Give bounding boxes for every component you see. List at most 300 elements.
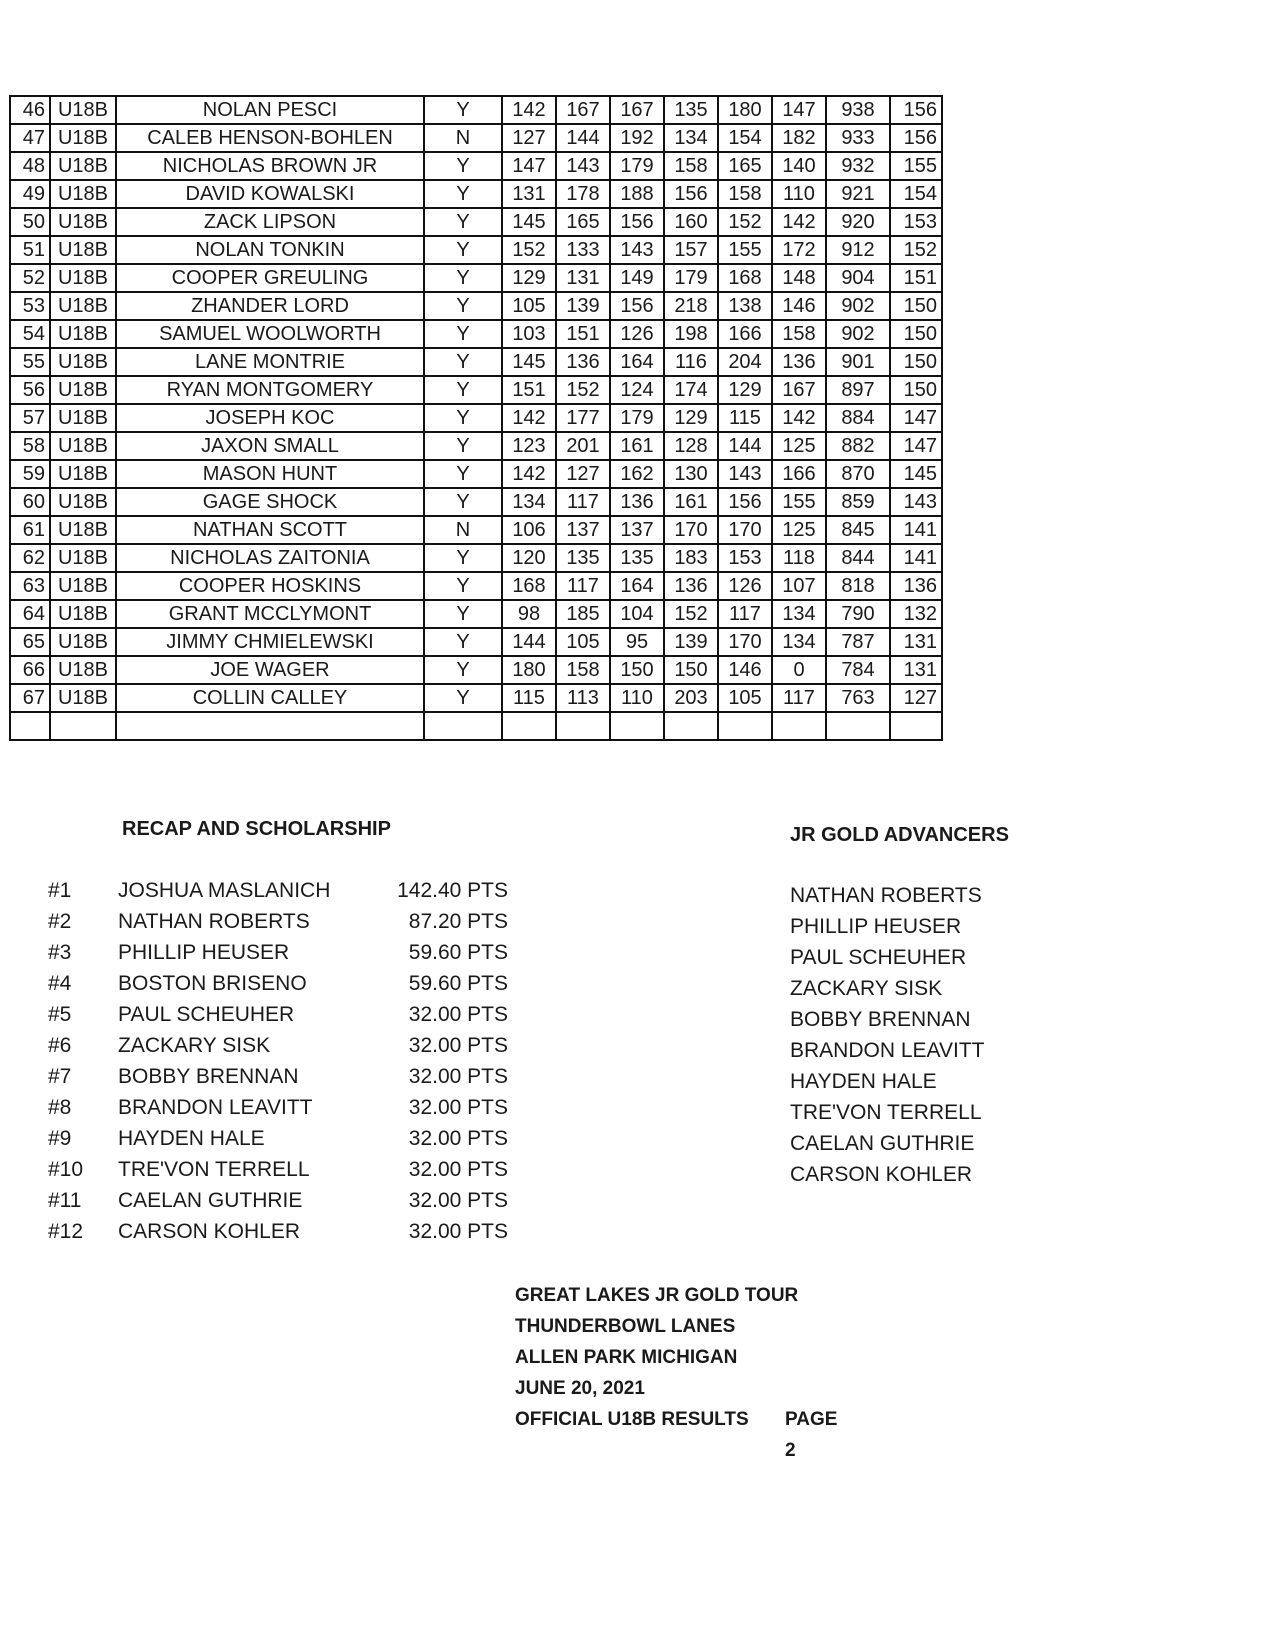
game-score-cell: 115	[718, 404, 772, 432]
game-score-cell: 143	[718, 460, 772, 488]
game-score-cell: 125	[772, 432, 826, 460]
game-score-cell: 113	[556, 684, 610, 712]
recap-points: 32.00 PTS	[408, 1065, 508, 1088]
rank-cell: 49	[10, 180, 50, 208]
game-score-cell: 139	[556, 292, 610, 320]
recap-name: PHILLIP HEUSER	[118, 941, 290, 964]
footer-venue: THUNDERBOWL LANES	[515, 1316, 736, 1337]
advance-cell: Y	[424, 152, 502, 180]
game-score-cell: 162	[610, 460, 664, 488]
game-score-cell: 170	[664, 516, 718, 544]
total-cell: 882	[826, 432, 890, 460]
advance-cell: Y	[424, 684, 502, 712]
game-score-cell: 167	[772, 376, 826, 404]
recap-place: #2	[48, 910, 72, 933]
total-cell: 933	[826, 124, 890, 152]
game-score-cell: 165	[556, 208, 610, 236]
page-number: PAGE 2	[785, 1409, 838, 1461]
advance-cell: Y	[424, 460, 502, 488]
game-score-cell: 183	[664, 544, 718, 572]
average-cell: 127	[890, 684, 942, 712]
division-cell: U18B	[50, 180, 116, 208]
bowler-name-cell: COOPER GREULING	[116, 264, 424, 292]
recap-name: PAUL SCHEUHER	[118, 1003, 295, 1026]
total-cell: 897	[826, 376, 890, 404]
rank-cell: 54	[10, 320, 50, 348]
recap-name: JOSHUA MASLANICH	[118, 879, 331, 902]
game-score-cell: 124	[610, 376, 664, 404]
advance-cell: Y	[424, 292, 502, 320]
game-score-cell: 104	[610, 600, 664, 628]
table-row	[10, 180, 942, 208]
game-score-cell: 158	[664, 152, 718, 180]
division-cell: U18B	[50, 544, 116, 572]
division-cell: U18B	[50, 460, 116, 488]
average-cell: 150	[890, 292, 942, 320]
advancers-list	[790, 880, 984, 1190]
empty-cell	[50, 712, 116, 740]
empty-cell	[424, 712, 502, 740]
empty-cell	[718, 712, 772, 740]
recap-place: #1	[48, 879, 72, 902]
game-score-cell: 148	[772, 264, 826, 292]
recap-points: 59.60 PTS	[408, 941, 508, 964]
game-score-cell: 117	[718, 600, 772, 628]
average-cell: 151	[890, 264, 942, 292]
game-score-cell: 135	[610, 544, 664, 572]
bowler-name-cell: MASON HUNT	[116, 460, 424, 488]
game-score-cell: 146	[772, 292, 826, 320]
rank-cell: 61	[10, 516, 50, 544]
game-score-cell: 155	[772, 488, 826, 516]
advancer-name: NATHAN ROBERTS	[790, 884, 982, 907]
game-score-cell: 145	[502, 348, 556, 376]
game-score-cell: 142	[502, 404, 556, 432]
game-score-cell: 192	[610, 124, 664, 152]
table-row	[10, 432, 942, 460]
footer-location: ALLEN PARK MICHIGAN	[515, 1347, 738, 1368]
division-cell: U18B	[50, 236, 116, 264]
game-score-cell: 129	[502, 264, 556, 292]
recap-points: 142.40 PTS	[397, 879, 508, 902]
footer-block	[515, 1280, 838, 1461]
game-score-cell: 166	[772, 460, 826, 488]
game-score-cell: 143	[556, 152, 610, 180]
game-score-cell: 165	[718, 152, 772, 180]
bowler-name-cell: CALEB HENSON-BOHLEN	[116, 124, 424, 152]
average-cell: 150	[890, 348, 942, 376]
bowler-name-cell: NOLAN TONKIN	[116, 236, 424, 264]
bowler-name-cell: ZHANDER LORD	[116, 292, 424, 320]
average-cell: 154	[890, 180, 942, 208]
game-score-cell: 142	[502, 96, 556, 124]
average-cell: 136	[890, 572, 942, 600]
advancer-name: ZACKARY SISK	[790, 977, 943, 1000]
game-score-cell: 136	[772, 348, 826, 376]
game-score-cell: 116	[664, 348, 718, 376]
recap-name: TRE'VON TERRELL	[118, 1158, 310, 1181]
empty-cell	[556, 712, 610, 740]
recap-points: 32.00 PTS	[408, 1220, 508, 1243]
rank-cell: 55	[10, 348, 50, 376]
table-row	[10, 684, 942, 712]
game-score-cell: 105	[718, 684, 772, 712]
total-cell: 859	[826, 488, 890, 516]
table-row	[10, 376, 942, 404]
game-score-cell: 180	[718, 96, 772, 124]
total-cell: 932	[826, 152, 890, 180]
game-score-cell: 135	[664, 96, 718, 124]
game-score-cell: 167	[610, 96, 664, 124]
game-score-cell: 154	[718, 124, 772, 152]
average-cell: 141	[890, 516, 942, 544]
total-cell: 902	[826, 292, 890, 320]
rank-cell: 47	[10, 124, 50, 152]
advance-cell: Y	[424, 656, 502, 684]
table-row	[10, 96, 942, 124]
game-score-cell: 134	[664, 124, 718, 152]
rank-cell: 48	[10, 152, 50, 180]
game-score-cell: 174	[664, 376, 718, 404]
recap-place: #7	[48, 1065, 72, 1088]
bowler-name-cell: JAXON SMALL	[116, 432, 424, 460]
game-score-cell: 134	[502, 488, 556, 516]
table-row	[10, 488, 942, 516]
recap-place: #12	[48, 1220, 84, 1243]
game-score-cell: 127	[556, 460, 610, 488]
advancer-name: BOBBY BRENNAN	[790, 1008, 971, 1031]
bowler-name-cell: RYAN MONTGOMERY	[116, 376, 424, 404]
recap-place: #11	[48, 1189, 82, 1212]
average-cell: 145	[890, 460, 942, 488]
bowler-name-cell: JIMMY CHMIELEWSKI	[116, 628, 424, 656]
game-score-cell: 118	[772, 544, 826, 572]
advancer-name: TRE'VON TERRELL	[790, 1101, 982, 1124]
advance-cell: Y	[424, 488, 502, 516]
game-score-cell: 177	[556, 404, 610, 432]
recap-entry	[48, 1123, 508, 1154]
advance-cell: Y	[424, 600, 502, 628]
total-cell: 904	[826, 264, 890, 292]
empty-cell	[890, 712, 942, 740]
recap-name: ZACKARY SISK	[118, 1034, 271, 1057]
division-cell: U18B	[50, 292, 116, 320]
recap-title: RECAP AND SCHOLARSHIP	[122, 818, 391, 840]
advancer-name: PHILLIP HEUSER	[790, 915, 962, 938]
game-score-cell: 130	[664, 460, 718, 488]
game-score-cell: 131	[502, 180, 556, 208]
game-score-cell: 178	[556, 180, 610, 208]
recap-place: #4	[48, 972, 72, 995]
game-score-cell: 142	[502, 460, 556, 488]
division-cell: U18B	[50, 656, 116, 684]
table-row	[10, 152, 942, 180]
recap-entry	[48, 1061, 508, 1092]
rank-cell: 65	[10, 628, 50, 656]
average-cell: 131	[890, 656, 942, 684]
recap-points: 87.20 PTS	[408, 910, 508, 933]
rank-cell: 58	[10, 432, 50, 460]
bowler-name-cell: ZACK LIPSON	[116, 208, 424, 236]
empty-cell	[502, 712, 556, 740]
results-table	[9, 95, 943, 741]
game-score-cell: 218	[664, 292, 718, 320]
game-score-cell: 172	[772, 236, 826, 264]
game-score-cell: 167	[556, 96, 610, 124]
division-cell: U18B	[50, 96, 116, 124]
recap-name: BRANDON LEAVITT	[118, 1096, 313, 1119]
total-cell: 901	[826, 348, 890, 376]
total-cell: 938	[826, 96, 890, 124]
recap-place: #9	[48, 1127, 72, 1150]
game-score-cell: 179	[610, 404, 664, 432]
advance-cell: Y	[424, 376, 502, 404]
game-score-cell: 164	[610, 572, 664, 600]
table-row	[10, 460, 942, 488]
table-row	[10, 572, 942, 600]
game-score-cell: 161	[610, 432, 664, 460]
bowler-name-cell: NICHOLAS ZAITONIA	[116, 544, 424, 572]
game-score-cell: 143	[610, 236, 664, 264]
empty-cell	[10, 712, 50, 740]
rank-cell: 52	[10, 264, 50, 292]
game-score-cell: 156	[610, 292, 664, 320]
game-score-cell: 138	[718, 292, 772, 320]
average-cell: 150	[890, 320, 942, 348]
recap-entry	[48, 1216, 508, 1247]
game-score-cell: 152	[502, 236, 556, 264]
game-score-cell: 170	[718, 516, 772, 544]
division-cell: U18B	[50, 124, 116, 152]
table-row	[10, 600, 942, 628]
recap-name: BOBBY BRENNAN	[118, 1065, 299, 1088]
rank-cell: 56	[10, 376, 50, 404]
bowler-name-cell: COLLIN CALLEY	[116, 684, 424, 712]
advancers-title: JR GOLD ADVANCERS	[790, 824, 1009, 846]
recap-entry	[48, 1154, 508, 1185]
game-score-cell: 149	[610, 264, 664, 292]
total-cell: 870	[826, 460, 890, 488]
average-cell: 153	[890, 208, 942, 236]
average-cell: 131	[890, 628, 942, 656]
total-cell: 884	[826, 404, 890, 432]
game-score-cell: 137	[610, 516, 664, 544]
game-score-cell: 146	[718, 656, 772, 684]
game-score-cell: 134	[772, 628, 826, 656]
game-score-cell: 125	[772, 516, 826, 544]
average-cell: 141	[890, 544, 942, 572]
rank-cell: 57	[10, 404, 50, 432]
bowler-name-cell: NOLAN PESCI	[116, 96, 424, 124]
advance-cell: Y	[424, 572, 502, 600]
average-cell: 147	[890, 432, 942, 460]
recap-place: #3	[48, 941, 72, 964]
advancer-name: BRANDON LEAVITT	[790, 1039, 985, 1062]
division-cell: U18B	[50, 516, 116, 544]
bowler-name-cell: SAMUEL WOOLWORTH	[116, 320, 424, 348]
recap-name: CARSON KOHLER	[118, 1220, 301, 1243]
game-score-cell: 170	[718, 628, 772, 656]
division-cell: U18B	[50, 376, 116, 404]
rank-cell: 66	[10, 656, 50, 684]
table-row	[10, 544, 942, 572]
average-cell: 156	[890, 124, 942, 152]
advance-cell: Y	[424, 236, 502, 264]
game-score-cell: 139	[664, 628, 718, 656]
division-cell: U18B	[50, 404, 116, 432]
recap-points: 32.00 PTS	[408, 1034, 508, 1057]
advancer-name: HAYDEN HALE	[790, 1070, 937, 1093]
table-row	[10, 236, 942, 264]
footer-date: JUNE 20, 2021	[515, 1378, 645, 1399]
total-cell: 921	[826, 180, 890, 208]
total-cell: 784	[826, 656, 890, 684]
results-table-body	[10, 96, 942, 740]
table-row	[10, 656, 942, 684]
game-score-cell: 142	[772, 404, 826, 432]
footer-results-label: OFFICIAL U18B RESULTS	[515, 1409, 749, 1430]
advance-cell: Y	[424, 320, 502, 348]
game-score-cell: 103	[502, 320, 556, 348]
recap-points: 32.00 PTS	[408, 1096, 508, 1119]
advance-cell: N	[424, 124, 502, 152]
recap-points: 32.00 PTS	[408, 1003, 508, 1026]
recap-entry	[48, 999, 508, 1030]
game-score-cell: 164	[610, 348, 664, 376]
game-score-cell: 117	[772, 684, 826, 712]
rank-cell: 67	[10, 684, 50, 712]
advance-cell: Y	[424, 404, 502, 432]
division-cell: U18B	[50, 488, 116, 516]
recap-place: #6	[48, 1034, 72, 1057]
game-score-cell: 133	[556, 236, 610, 264]
division-cell: U18B	[50, 208, 116, 236]
game-score-cell: 179	[610, 152, 664, 180]
total-cell: 912	[826, 236, 890, 264]
empty-cell	[116, 712, 424, 740]
rank-cell: 50	[10, 208, 50, 236]
total-cell: 790	[826, 600, 890, 628]
game-score-cell: 136	[610, 488, 664, 516]
game-score-cell: 126	[610, 320, 664, 348]
recap-entry	[48, 875, 508, 906]
game-score-cell: 180	[502, 656, 556, 684]
total-cell: 845	[826, 516, 890, 544]
table-row	[10, 208, 942, 236]
table-row	[10, 292, 942, 320]
game-score-cell: 168	[502, 572, 556, 600]
empty-cell	[664, 712, 718, 740]
recap-name: CAELAN GUTHRIE	[118, 1189, 303, 1212]
game-score-cell: 107	[772, 572, 826, 600]
game-score-cell: 179	[664, 264, 718, 292]
game-score-cell: 140	[772, 152, 826, 180]
total-cell: 920	[826, 208, 890, 236]
division-cell: U18B	[50, 320, 116, 348]
recap-entry	[48, 937, 508, 968]
bowler-name-cell: COOPER HOSKINS	[116, 572, 424, 600]
footer-results-line	[515, 1404, 838, 1461]
recap-points: 32.00 PTS	[408, 1158, 508, 1181]
game-score-cell: 150	[610, 656, 664, 684]
game-score-cell: 136	[556, 348, 610, 376]
advancer-name: CARSON KOHLER	[790, 1163, 973, 1186]
game-score-cell: 117	[556, 572, 610, 600]
game-score-cell: 123	[502, 432, 556, 460]
game-score-cell: 153	[718, 544, 772, 572]
game-score-cell: 131	[556, 264, 610, 292]
table-row	[10, 348, 942, 376]
game-score-cell: 160	[664, 208, 718, 236]
game-score-cell: 152	[718, 208, 772, 236]
game-score-cell: 145	[502, 208, 556, 236]
game-score-cell: 152	[556, 376, 610, 404]
game-score-cell: 129	[664, 404, 718, 432]
recap-place: #10	[48, 1158, 84, 1181]
bowler-name-cell: JOSEPH KOC	[116, 404, 424, 432]
rank-cell: 62	[10, 544, 50, 572]
game-score-cell: 161	[664, 488, 718, 516]
division-cell: U18B	[50, 600, 116, 628]
average-cell: 156	[890, 96, 942, 124]
recap-points: 32.00 PTS	[408, 1189, 508, 1212]
advancer-name: PAUL SCHEUHER	[790, 946, 967, 969]
game-score-cell: 155	[718, 236, 772, 264]
bowler-name-cell: GRANT MCCLYMONT	[116, 600, 424, 628]
game-score-cell: 127	[502, 124, 556, 152]
game-score-cell: 150	[664, 656, 718, 684]
game-score-cell: 120	[502, 544, 556, 572]
game-score-cell: 144	[556, 124, 610, 152]
division-cell: U18B	[50, 264, 116, 292]
game-score-cell: 168	[718, 264, 772, 292]
game-score-cell: 151	[556, 320, 610, 348]
rank-cell: 51	[10, 236, 50, 264]
average-cell: 143	[890, 488, 942, 516]
advance-cell: Y	[424, 628, 502, 656]
rank-cell: 53	[10, 292, 50, 320]
game-score-cell: 144	[718, 432, 772, 460]
empty-table-row	[10, 712, 942, 740]
recap-place: #8	[48, 1096, 72, 1119]
division-cell: U18B	[50, 432, 116, 460]
game-score-cell: 147	[772, 96, 826, 124]
table-row	[10, 516, 942, 544]
game-score-cell: 135	[556, 544, 610, 572]
game-score-cell: 144	[502, 628, 556, 656]
recap-points: 59.60 PTS	[408, 972, 508, 995]
game-score-cell: 0	[772, 656, 826, 684]
game-score-cell: 156	[664, 180, 718, 208]
recap-list	[48, 875, 508, 1247]
game-score-cell: 126	[718, 572, 772, 600]
division-cell: U18B	[50, 628, 116, 656]
game-score-cell: 156	[718, 488, 772, 516]
rank-cell: 63	[10, 572, 50, 600]
game-score-cell: 158	[718, 180, 772, 208]
division-cell: U18B	[50, 572, 116, 600]
game-score-cell: 158	[556, 656, 610, 684]
table-row	[10, 320, 942, 348]
advance-cell: Y	[424, 432, 502, 460]
game-score-cell: 117	[556, 488, 610, 516]
table-row	[10, 404, 942, 432]
advancer-name: CAELAN GUTHRIE	[790, 1132, 975, 1155]
total-cell: 763	[826, 684, 890, 712]
game-score-cell: 128	[664, 432, 718, 460]
game-score-cell: 188	[610, 180, 664, 208]
advance-cell: Y	[424, 544, 502, 572]
